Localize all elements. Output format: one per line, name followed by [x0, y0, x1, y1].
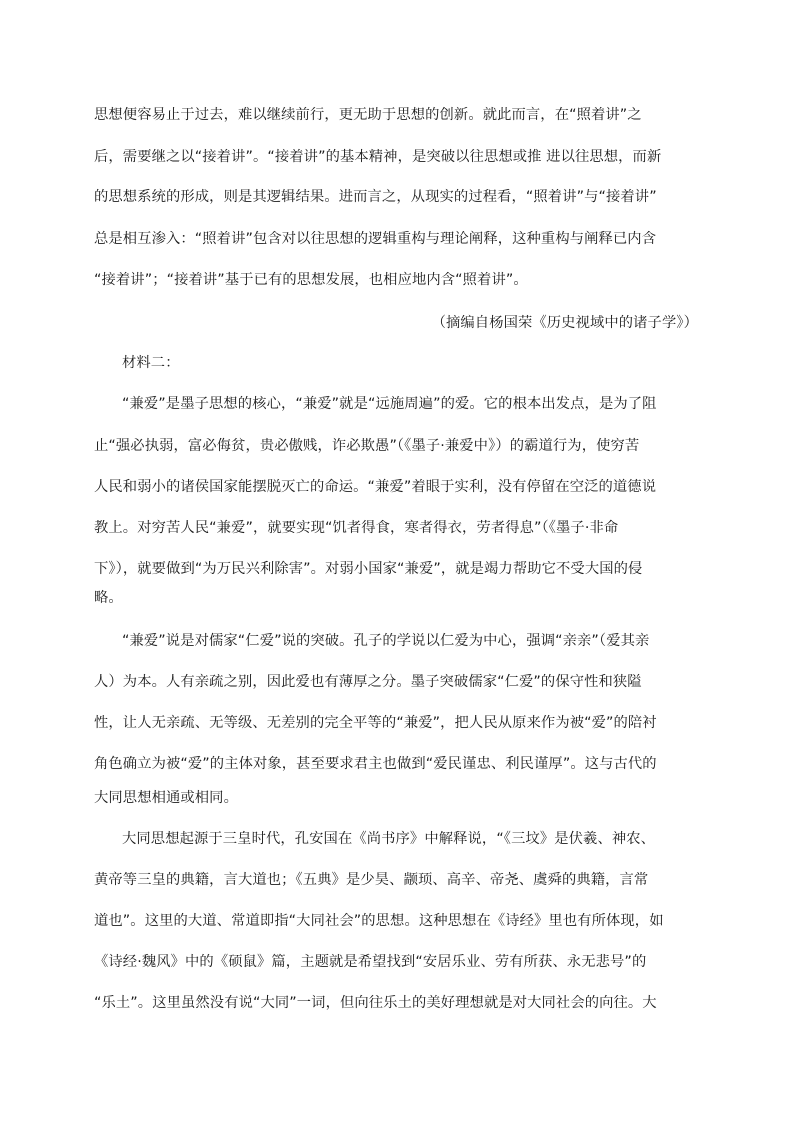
- text-line: “兼爱”是墨子思想的核心，“兼爱”就是“远施周遍”的爱。它的根本出发点，是为了阻: [122, 396, 657, 412]
- text-line: 人民和弱小的诸侯国家能摆脱灭亡的命运。“兼爱”着眼于实利，没有停留在空泛的道德说: [94, 479, 657, 495]
- text-line: “接着讲”；“接着讲”基于已有的思想发展，也相应地内含“照着讲”。: [94, 272, 528, 288]
- text-line: 后，需要继之以“接着讲”。“接着讲”的基本精神，是突破以往思想或推 进以往思想，而新: [94, 149, 662, 165]
- text-line: 道也”。这里的大道、常道即指“大同社会”的思想。这种思想在《诗经》里也有所体现，如: [94, 913, 664, 929]
- text-line: 《诗经·魏风》中的《硕鼠》篇，主题就是希望找到“安居乐业、劳有所获、永无悲号”的: [94, 954, 647, 970]
- text-line: 黄帝等三皇的典籍，言大道也；《五典》是少昊、颛顼、高辛、帝尧、虞舜的典籍，言常: [94, 872, 649, 888]
- text-line: 性，让人无亲疏、无等级、无差别的完全平等的“兼爱”，把人民从原来作为被“爱”的陪衬: [94, 715, 657, 731]
- text-line: 总是相互渗入：“照着讲”包含对以往思想的逻辑重构与理论阐释，这种重构与阐释已内含: [94, 231, 657, 247]
- text-line: 思想便容易止于过去，难以继续前行，更无助于思想的创新。就此而言，在“照着讲”之: [94, 107, 642, 123]
- text-line: “乐土”。这里虽然没有说“大同”一词，但向往乐土的美好理想就是对大同社会的向往。大: [94, 995, 657, 1011]
- text-line: “兼爱”说是对儒家“仁爱”说的突破。孔子的学说以仁爱为中心，强调“亲亲”（爱其亲: [122, 633, 650, 649]
- text-line: 止“强必执弱，富必侮贫，贵必傲贱，诈必欺愚”（《墨子·兼爱中》）的霸道行为，使穷苦: [94, 438, 640, 454]
- text-line: 的思想系统的形成，则是其逻辑结果。进而言之，从现实的过程看，“照着讲”与“接着讲”: [94, 189, 657, 205]
- text-line: 教上。对穷苦人民“兼爱”，就要实现“饥者得食，寒者得衣，劳者得息”（《墨子·非命: [94, 520, 619, 536]
- text-line: 下》），就要做到“为万民兴利除害”。对弱小国家“兼爱”，就是竭力帮助它不受大国的侵: [94, 561, 643, 577]
- text-line: 人）为本。人有亲疏之别，因此爱也有薄厚之分。墨子突破儒家“仁爱”的保守性和狭隘: [94, 674, 642, 690]
- text-line: 大同思想相通或相同。: [94, 790, 238, 806]
- text-line: 略。: [94, 590, 123, 606]
- text-line: 大同思想起源于三皇时代，孔安国在《尚书序》中解释说，“《三坟》是伏羲、神农、: [122, 831, 656, 847]
- section-heading: 材料二：: [122, 355, 180, 371]
- source-citation: （摘编自杨国荣《历史视域中的诸子学》）: [431, 315, 698, 331]
- text-line: 角色确立为被“爱”的主体对象，甚至要求君主也做到“爱民谨忠、利民谨厚”。这与古代的: [94, 756, 657, 772]
